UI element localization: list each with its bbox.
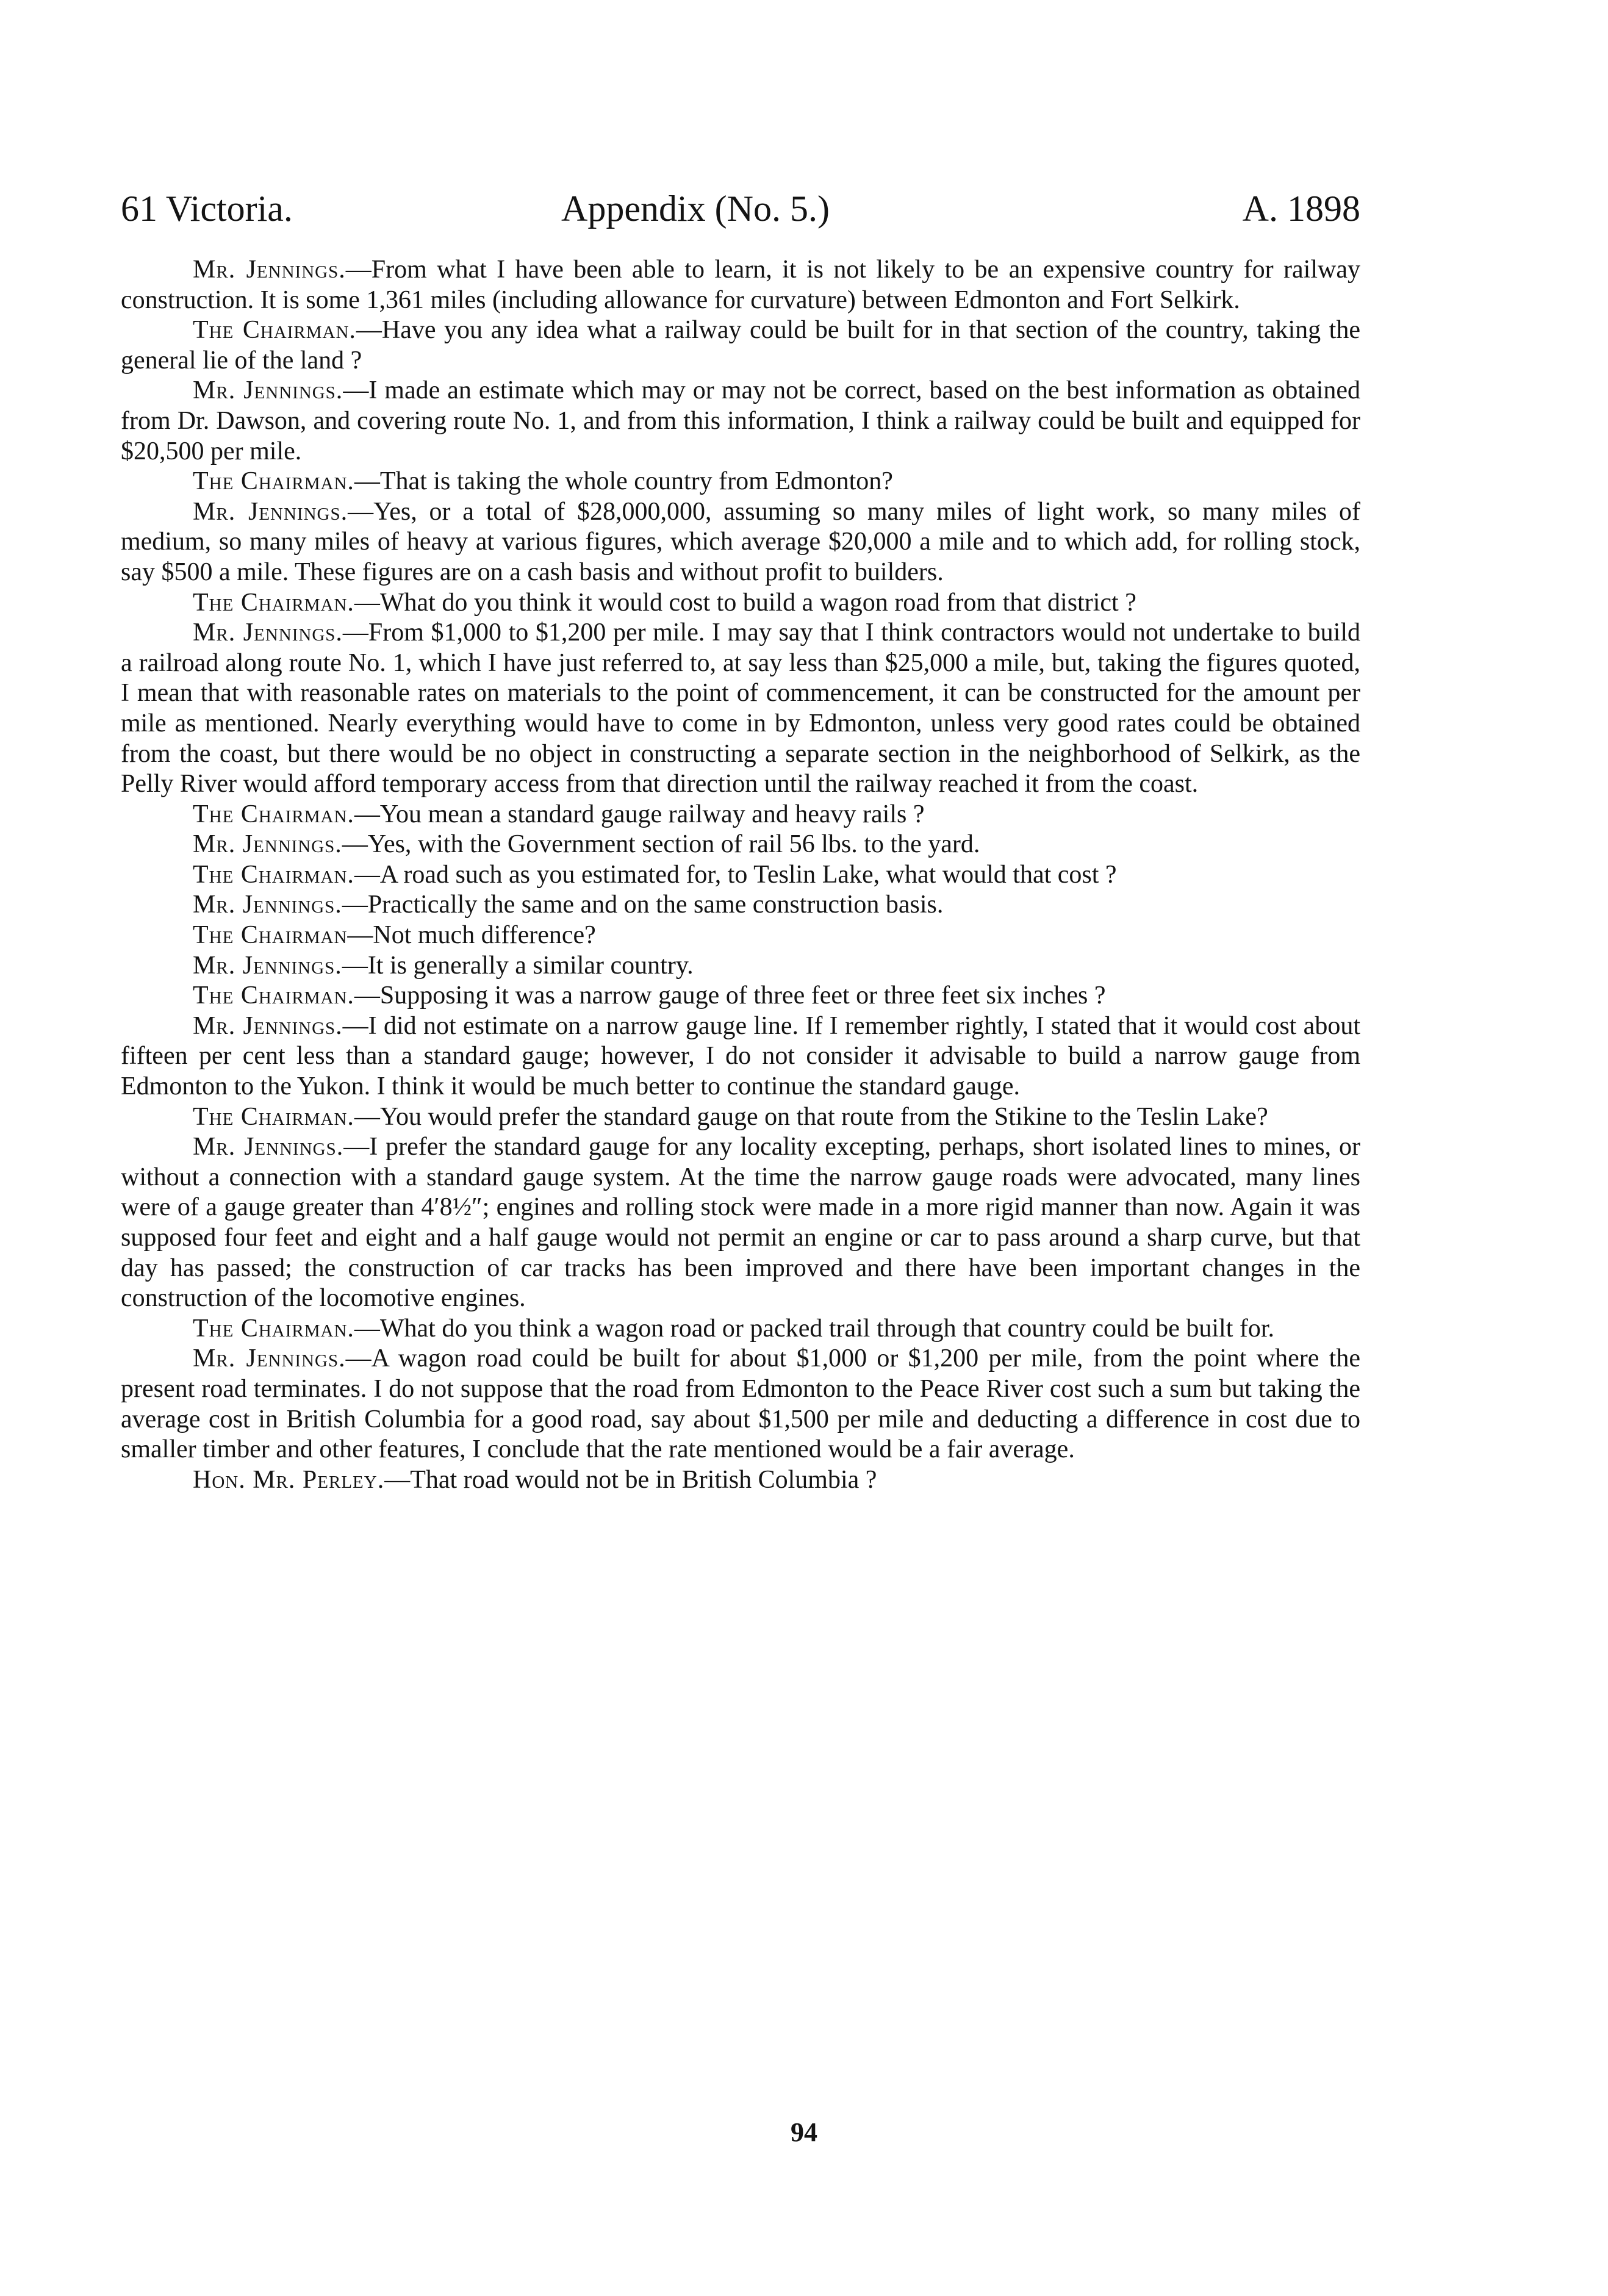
speaker-name: The Chairman. xyxy=(193,860,354,889)
speaker-name: Mr. Jennings. xyxy=(193,1133,344,1161)
speaker-name: The Chairman. xyxy=(193,467,354,496)
speaker-name: Mr. Jennings. xyxy=(193,1011,343,1040)
testimony-paragraph xyxy=(121,951,1360,981)
testimony-paragraph xyxy=(121,497,1360,588)
speaker-name: The Chairman. xyxy=(193,1314,354,1343)
speaker-name: The Chairman. xyxy=(193,800,354,828)
speaker-name: The Chairman xyxy=(193,921,348,950)
testimony-paragraph xyxy=(121,1344,1360,1465)
testimony-paragraph xyxy=(121,376,1360,467)
speech-text: —I prefer the standard gauge for any locality excepting, perhaps, short isolated lines to mines, or without a connection with a standard gauge system. At the time the narrow gauge roads were advocated, many lines were of a gauge greater than 4′8½″; engines and rolling stock were made in a more rigid manner than now. Again it was supposed four feet and eight and a half gauge would not permit an engine or car to pass around a sharp curve, but that day has passed; the construction of car tracks has been improved and there have been important changes in the construction of the locomotive engines. xyxy=(121,1133,1360,1313)
speech-text: —Yes, or a total of $28,000,000, assuming so many miles of light work, so many miles of medium, so many miles of heavy at various figures, which average $20,000 a mile and to which add, for rolling stock, say $500 a mile. These figures are on a cash basis and without profit to builders. xyxy=(121,497,1360,586)
speech-text: —I did not estimate on a narrow gauge line. If I remember rightly, I stated that it would cost about fifteen per cent less than a standard gauge; however, I do not consider it advisable to build a narrow gauge from Edmonton to the Yukon. I think it would be much better to continue the standard gauge. xyxy=(121,1011,1360,1101)
speaker-name: Mr. Jennings. xyxy=(193,497,348,526)
speaker-name: The Chairman. xyxy=(193,981,354,1010)
testimony-paragraph xyxy=(121,255,1360,315)
header-year: A. 1898 xyxy=(1242,188,1360,229)
speaker-name: Hon. Mr. Perley. xyxy=(193,1465,385,1494)
speech-text: —Yes, with the Government section of rail 56 lbs. to the yard. xyxy=(342,830,980,859)
testimony-paragraph xyxy=(121,1314,1360,1344)
speech-text: —That is taking the whole country from Edmonton? xyxy=(354,467,893,496)
page-number: 94 xyxy=(791,2117,817,2147)
speech-text: —That road would not be in British Columbia ? xyxy=(384,1465,877,1494)
testimony-paragraph xyxy=(121,1465,1360,1496)
testimony-paragraph xyxy=(121,830,1360,860)
speaker-name: The Chairman. xyxy=(193,1102,354,1131)
speech-text: —Not much difference? xyxy=(347,921,596,950)
speaker-name: Mr. Jennings. xyxy=(193,619,343,647)
testimony-paragraph xyxy=(121,860,1360,891)
running-header xyxy=(0,184,1608,233)
speech-text: —You mean a standard gauge railway and heavy rails ? xyxy=(354,800,925,828)
speaker-name: Mr. Jennings. xyxy=(193,891,342,919)
testimony-paragraph xyxy=(121,467,1360,497)
speaker-name: The Chairman. xyxy=(193,316,356,345)
testimony-paragraph xyxy=(121,890,1360,920)
testimony-paragraph xyxy=(121,1132,1360,1314)
header-appendix: Appendix (No. 5.) xyxy=(561,188,830,229)
header-session: 61 Victoria. xyxy=(121,188,293,229)
speaker-name: Mr. Jennings. xyxy=(193,1344,346,1373)
speaker-name: Mr. Jennings. xyxy=(193,376,343,405)
speech-text: —Supposing it was a narrow gauge of three feet or three feet six inches ? xyxy=(354,981,1106,1010)
speech-text: —What do you think it would cost to build a wagon road from that district ? xyxy=(354,588,1136,617)
speech-text: —I made an estimate which may or may not be correct, based on the best information as obtained from Dr. Dawson, and covering route No. 1, and from this information, I think a railway could be built and equipped for $20,500 per mile. xyxy=(121,376,1360,465)
testimony-paragraph xyxy=(121,981,1360,1011)
speech-text: —It is generally a similar country. xyxy=(342,951,694,980)
testimony-paragraph xyxy=(121,315,1360,376)
speech-text: —What do you think a wagon road or packed trail through that country could be built for. xyxy=(354,1314,1275,1343)
speech-text: —From what I have been able to learn, it is not likely to be an expensive country for railway construction. It is some 1,361 miles (including allowance for curvature) between Edmonton and Fort Selkirk. xyxy=(121,256,1360,314)
testimony-paragraph xyxy=(121,1102,1360,1133)
speech-text: —From $1,000 to $1,200 per mile. I may say that I think contractors would not undertake to build a railroad along route No. 1, which I have just referred to, at say less than $25,000 a mile, but, taking the figures quoted, I mean that with reasonable rates on materials to the point of commencement, it can be constructed for the amount per mile as mentioned. Nearly everything would have to come in by Edmonton, unless very good rates could be obtained from the coast, but there would be no object in constructing a separate section in the neighborhood of Selkirk, as the Pelly River would afford temporary access from that direction until the railway reached it from the coast. xyxy=(121,619,1360,798)
speaker-name: The Chairman. xyxy=(193,588,354,617)
testimony-paragraph xyxy=(121,588,1360,619)
testimony-paragraph xyxy=(121,1011,1360,1102)
testimony-text xyxy=(121,255,1360,1495)
testimony-paragraph xyxy=(121,800,1360,830)
speaker-name: Mr. Jennings. xyxy=(193,951,342,980)
testimony-paragraph xyxy=(121,618,1360,800)
speech-text: —Practically the same and on the same construction basis. xyxy=(342,891,944,919)
speech-text: —You would prefer the standard gauge on that route from the Stikine to the Teslin Lake? xyxy=(354,1102,1268,1131)
speaker-name: Mr. Jennings. xyxy=(193,830,342,859)
testimony-paragraph xyxy=(121,920,1360,951)
speech-text: —Have you any idea what a railway could be built for in that section of the country, taking the general lie of the land ? xyxy=(121,316,1360,375)
speech-text: —A road such as you estimated for, to Teslin Lake, what would that cost ? xyxy=(354,860,1117,889)
speech-text: —A wagon road could be built for about $1,000 or $1,200 per mile, from the point where the present road terminates. I do not suppose that the road from Edmonton to the Peace River cost such a sum but taking the average cost in British Columbia for a good road, say about $1,500 per mile and deducting a difference in cost due to smaller timber and other features, I conclude that the rate mentioned would be a fair average. xyxy=(121,1344,1360,1464)
speaker-name: Mr. Jennings. xyxy=(193,256,346,284)
